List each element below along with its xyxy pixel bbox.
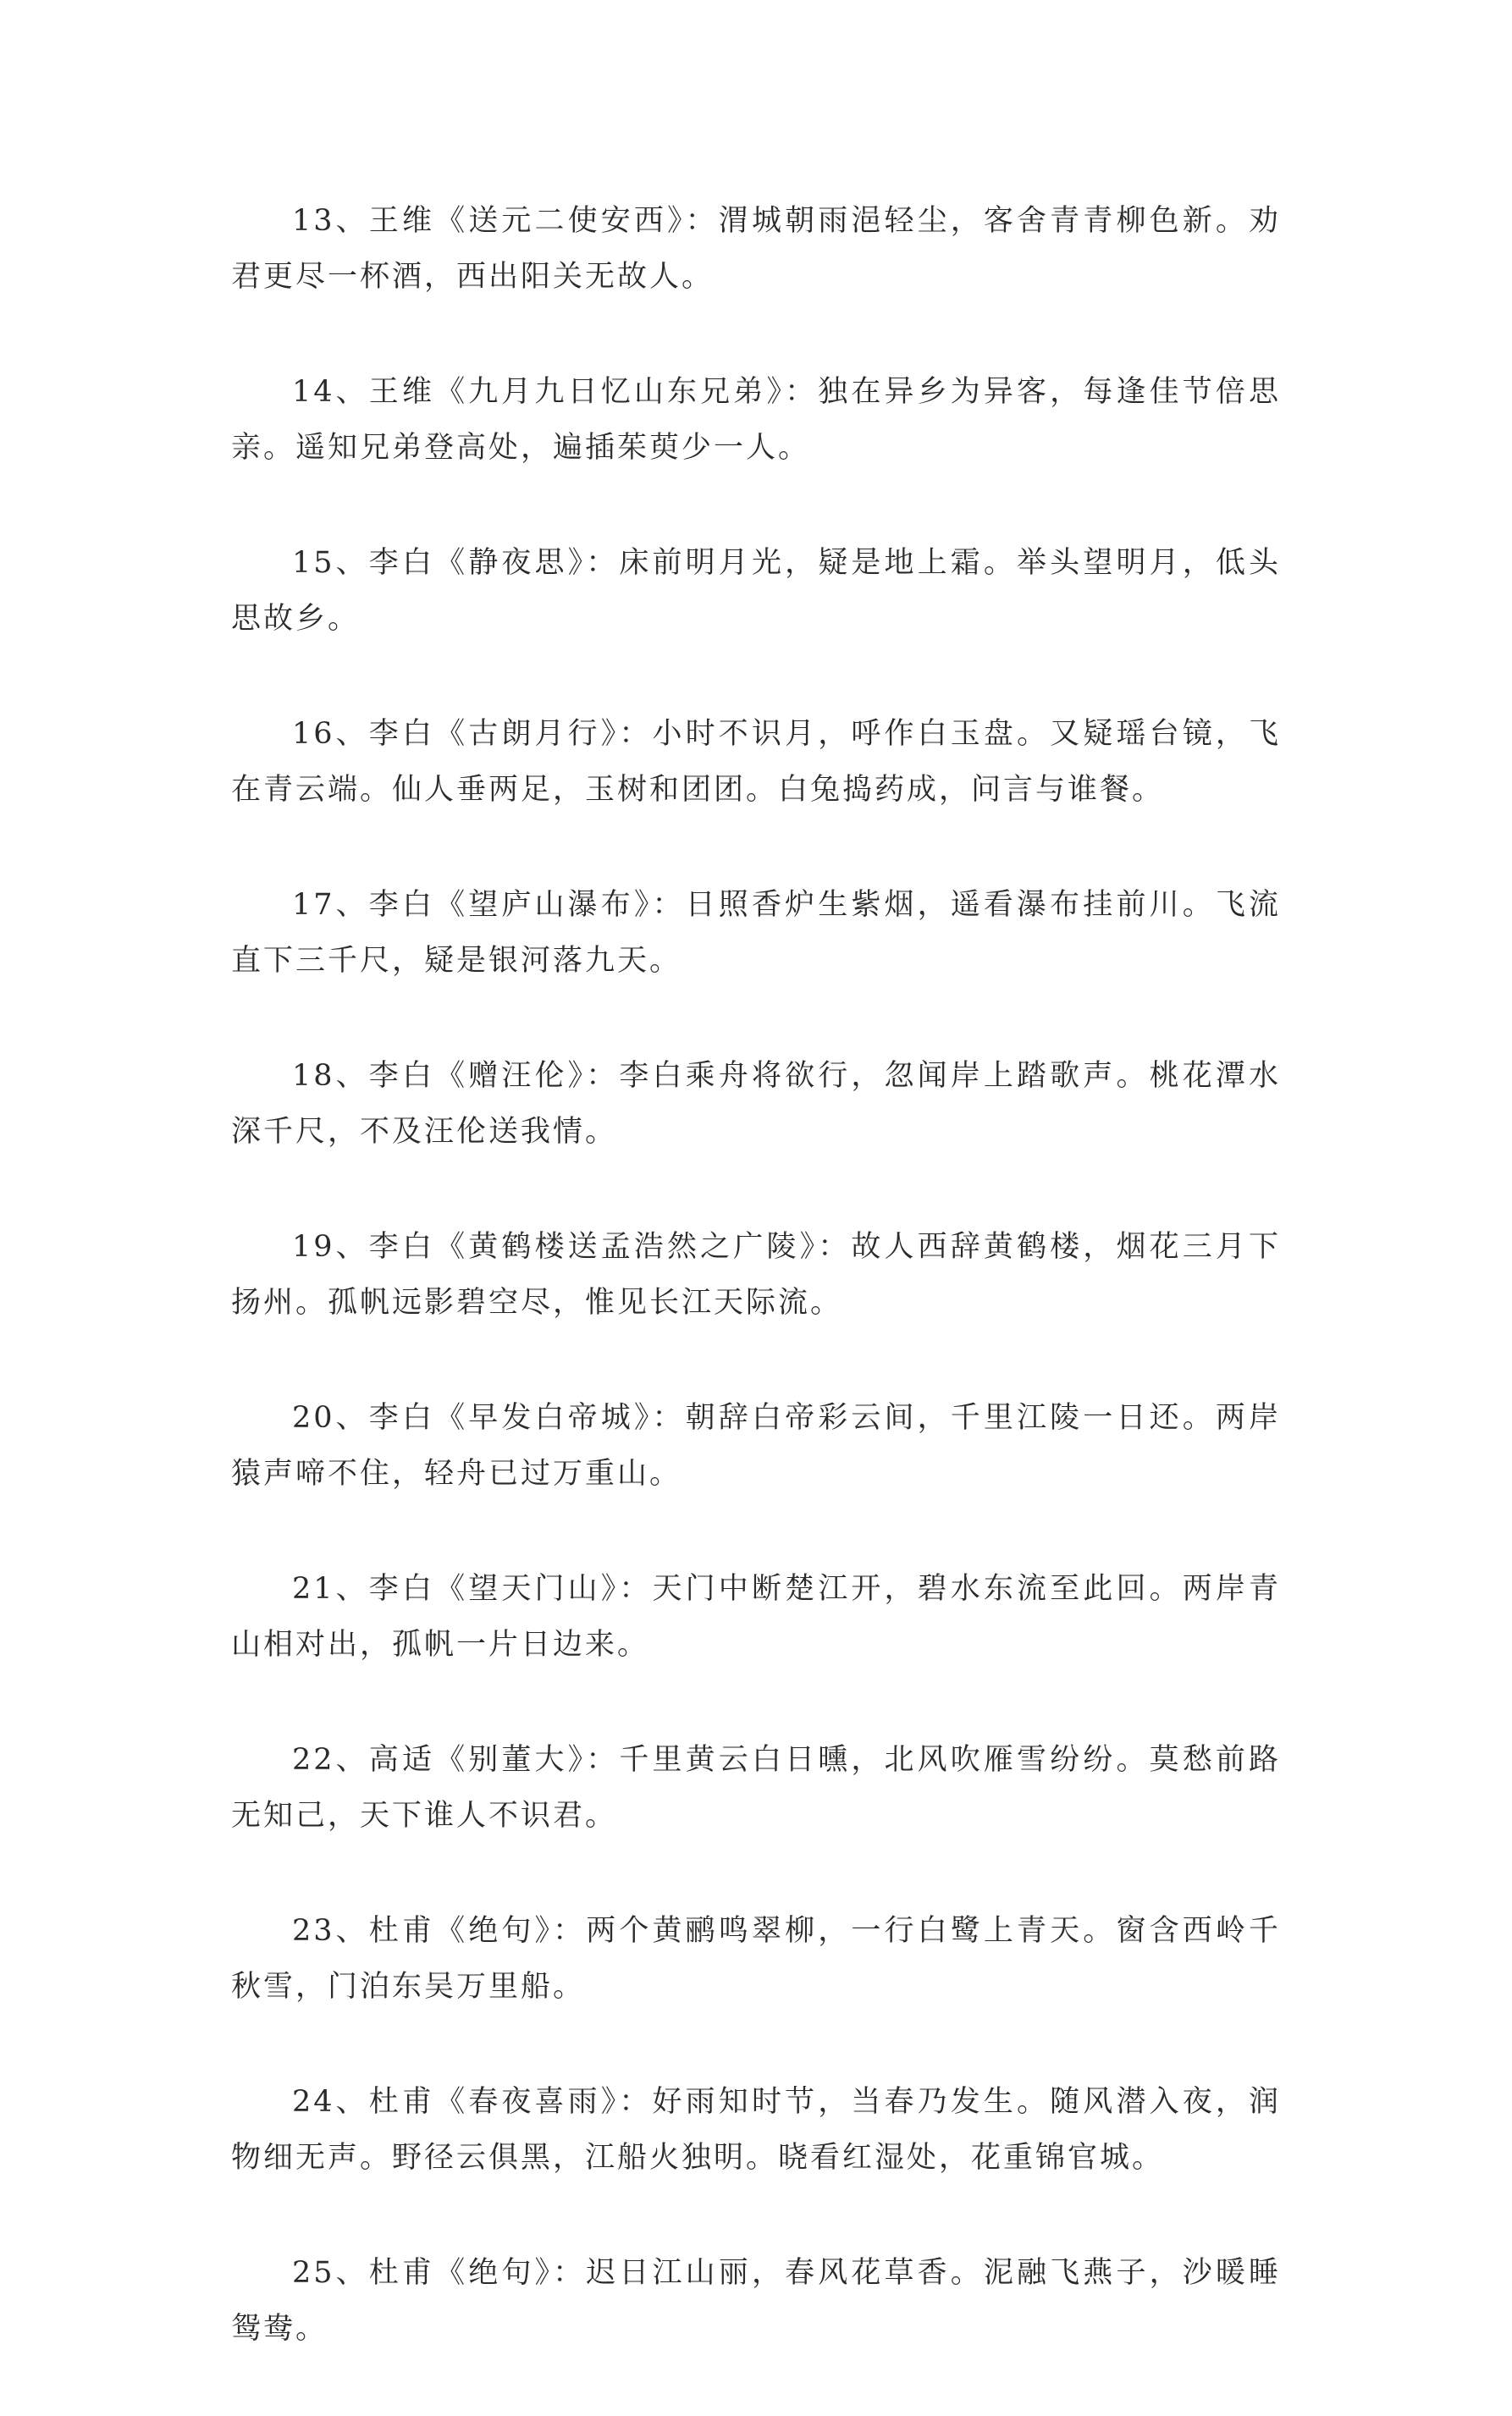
poem-entry-18: 18、李白《赠汪伦》：李白乘舟将欲行，忽闻岸上踏歌声。桃花潭水深千尺，不及汪伦送我情。 xyxy=(231,1059,1281,1149)
poem-entry-21: 21、李白《望天门山》：天门中断楚江开，碧水东流至此回。两岸青山相对出，孤帆一片日边来。 xyxy=(231,1572,1281,1662)
poem-entry-22: 22、高适《别董大》：千里黄云白日曛，北风吹雁雪纷纷。莫愁前路无知己，天下谁人不识君。 xyxy=(231,1743,1281,1833)
poem-entry-25: 25、杜甫《绝句》：迟日江山丽，春风花草香。泥融飞燕子，沙暖睡鸳鸯。 xyxy=(231,2256,1281,2346)
poem-entry-13: 13、王维《送元二使安西》：渭城朝雨浥轻尘，客舍青青柳色新。劝君更尽一杯酒，西出阳关无故人。 xyxy=(231,204,1281,294)
poem-entry-16: 16、李白《古朗月行》：小时不识月，呼作白玉盘。又疑瑶台镜，飞在青云端。仙人垂两足，玉树和团团。白兔捣药成，问言与谁餐。 xyxy=(231,717,1281,807)
poem-entry-20: 20、李白《早发白帝城》：朝辞白帝彩云间，千里江陵一日还。两岸猿声啼不住，轻舟已过万重山。 xyxy=(231,1401,1281,1491)
poem-entry-23: 23、杜甫《绝句》：两个黄鹂鸣翠柳，一行白鹭上青天。窗含西岭千秋雪，门泊东吴万里船。 xyxy=(231,1914,1281,2004)
poem-entry-14: 14、王维《九月九日忆山东兄弟》：独在异乡为异客，每逢佳节倍思亲。遥知兄弟登高处，遍插茱萸少一人。 xyxy=(231,375,1281,465)
poem-entry-19: 19、李白《黄鹤楼送孟浩然之广陵》：故人西辞黄鹤楼，烟花三月下扬州。孤帆远影碧空尽，惟见长江天际流。 xyxy=(231,1230,1281,1320)
poem-list xyxy=(231,193,1281,2416)
poem-entry-17: 17、李白《望庐山瀑布》：日照香炉生紫烟，遥看瀑布挂前川。飞流直下三千尺，疑是银河落九天。 xyxy=(231,888,1281,978)
poem-entry-24: 24、杜甫《春夜喜雨》：好雨知时节，当春乃发生。随风潜入夜，润物细无声。野径云俱黑，江船火独明。晓看红湿处，花重锦官城。 xyxy=(231,2085,1281,2175)
poem-entry-15: 15、李白《静夜思》：床前明月光，疑是地上霜。举头望明月，低头思故乡。 xyxy=(231,546,1281,636)
